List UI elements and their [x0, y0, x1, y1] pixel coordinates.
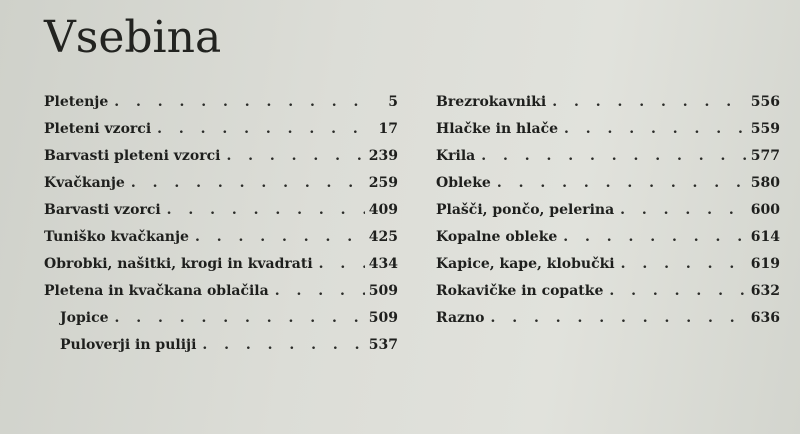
toc-leader-dots	[607, 283, 746, 299]
toc-entry	[436, 304, 780, 331]
toc-leader-dots	[273, 283, 365, 299]
toc-entry-label: Obrobki, našitki, krogi in kvadrati	[44, 255, 313, 272]
toc-leader-dots	[113, 310, 365, 326]
toc-entry	[436, 88, 780, 115]
toc-entry	[44, 250, 398, 277]
toc-entry	[44, 277, 398, 304]
toc-entry-page-number: 580	[750, 174, 780, 191]
toc-entry	[44, 169, 398, 196]
toc-leader-dots	[495, 175, 747, 191]
toc-entry-label: Plašči, pončo, pelerina	[436, 201, 615, 218]
toc-entry-page-number: 509	[368, 309, 398, 326]
toc-entry-label: Obleke	[436, 174, 491, 191]
toc-entry-label: Pletena in kvačkana oblačila	[44, 282, 269, 299]
toc-entry-label: Puloverji in puliji	[60, 336, 197, 353]
toc-entry	[44, 88, 398, 115]
toc-leader-dots	[619, 256, 747, 272]
toc-leader-dots	[317, 256, 365, 272]
toc-entry	[436, 196, 780, 223]
toc-entry	[436, 142, 780, 169]
toc-leader-dots	[200, 337, 364, 353]
toc-entry-label: Rokavičke in copatke	[436, 282, 604, 299]
toc-entry-page-number: 5	[388, 93, 398, 110]
toc-leader-dots	[155, 121, 366, 137]
toc-entry-page-number: 259	[368, 174, 398, 191]
toc-entry-page-number: 537	[368, 336, 398, 353]
toc-leader-dots	[165, 202, 365, 218]
toc-leader-dots	[479, 148, 747, 164]
toc-entry-page-number: 577	[750, 147, 780, 164]
toc-leader-dots	[618, 202, 747, 218]
toc-entry-page-number: 600	[750, 201, 780, 218]
toc-entry-label: Barvasti pleteni vzorci	[44, 147, 221, 164]
toc-entry-label: Pleteni vzorci	[44, 120, 152, 137]
toc-entry-page-number: 17	[378, 120, 398, 137]
toc-entry-page-number: 434	[368, 255, 398, 272]
toc-entry	[436, 169, 780, 196]
toc-entry-label: Jopice	[60, 309, 109, 326]
toc-entry	[44, 223, 398, 250]
toc-entry	[44, 331, 398, 358]
toc-entry-label: Kopalne obleke	[436, 228, 558, 245]
toc-left-column	[44, 88, 398, 358]
toc-entry-label: Hlačke in hlače	[436, 120, 558, 137]
toc-entry-page-number: 614	[750, 228, 780, 245]
toc-leader-dots	[489, 310, 747, 326]
toc-entry-page-number: 556	[750, 93, 780, 110]
toc-leader-dots	[129, 175, 365, 191]
toc-entry	[436, 115, 780, 142]
toc-entry-label: Razno	[436, 309, 485, 326]
toc-entry	[436, 223, 780, 250]
toc-leader-dots	[550, 94, 747, 110]
toc-entry-label: Brezrokavniki	[436, 93, 547, 110]
toc-entry	[44, 142, 398, 169]
toc-entry-page-number: 509	[368, 282, 398, 299]
toc-leader-dots	[193, 229, 365, 245]
toc-entry	[44, 304, 398, 331]
toc-entry-label: Kapice, kape, klobučki	[436, 255, 615, 272]
toc-entry-page-number: 409	[368, 201, 398, 218]
toc-entry-label: Kvačkanje	[44, 174, 125, 191]
toc-right-column	[436, 88, 780, 331]
toc-entry-page-number: 239	[368, 147, 398, 164]
toc-entry-label: Barvasti vzorci	[44, 201, 161, 218]
page-title: Vsebina	[44, 12, 222, 63]
toc-entry-page-number: 619	[750, 255, 780, 272]
toc-entry-label: Krila	[436, 147, 476, 164]
toc-leader-dots	[224, 148, 364, 164]
toc-entry-page-number: 559	[750, 120, 780, 137]
toc-entry-page-number: 425	[368, 228, 398, 245]
toc-leader-dots	[112, 94, 366, 110]
toc-leader-dots	[561, 229, 746, 245]
toc-entry-page-number: 632	[750, 282, 780, 299]
toc-leader-dots	[562, 121, 747, 137]
toc-entry	[436, 277, 780, 304]
toc-entry-label: Pletenje	[44, 93, 109, 110]
toc-entry-label: Tuniško kvačkanje	[44, 228, 189, 245]
toc-entry	[44, 115, 398, 142]
toc-entry	[436, 250, 780, 277]
toc-entry	[44, 196, 398, 223]
toc-entry-page-number: 636	[750, 309, 780, 326]
